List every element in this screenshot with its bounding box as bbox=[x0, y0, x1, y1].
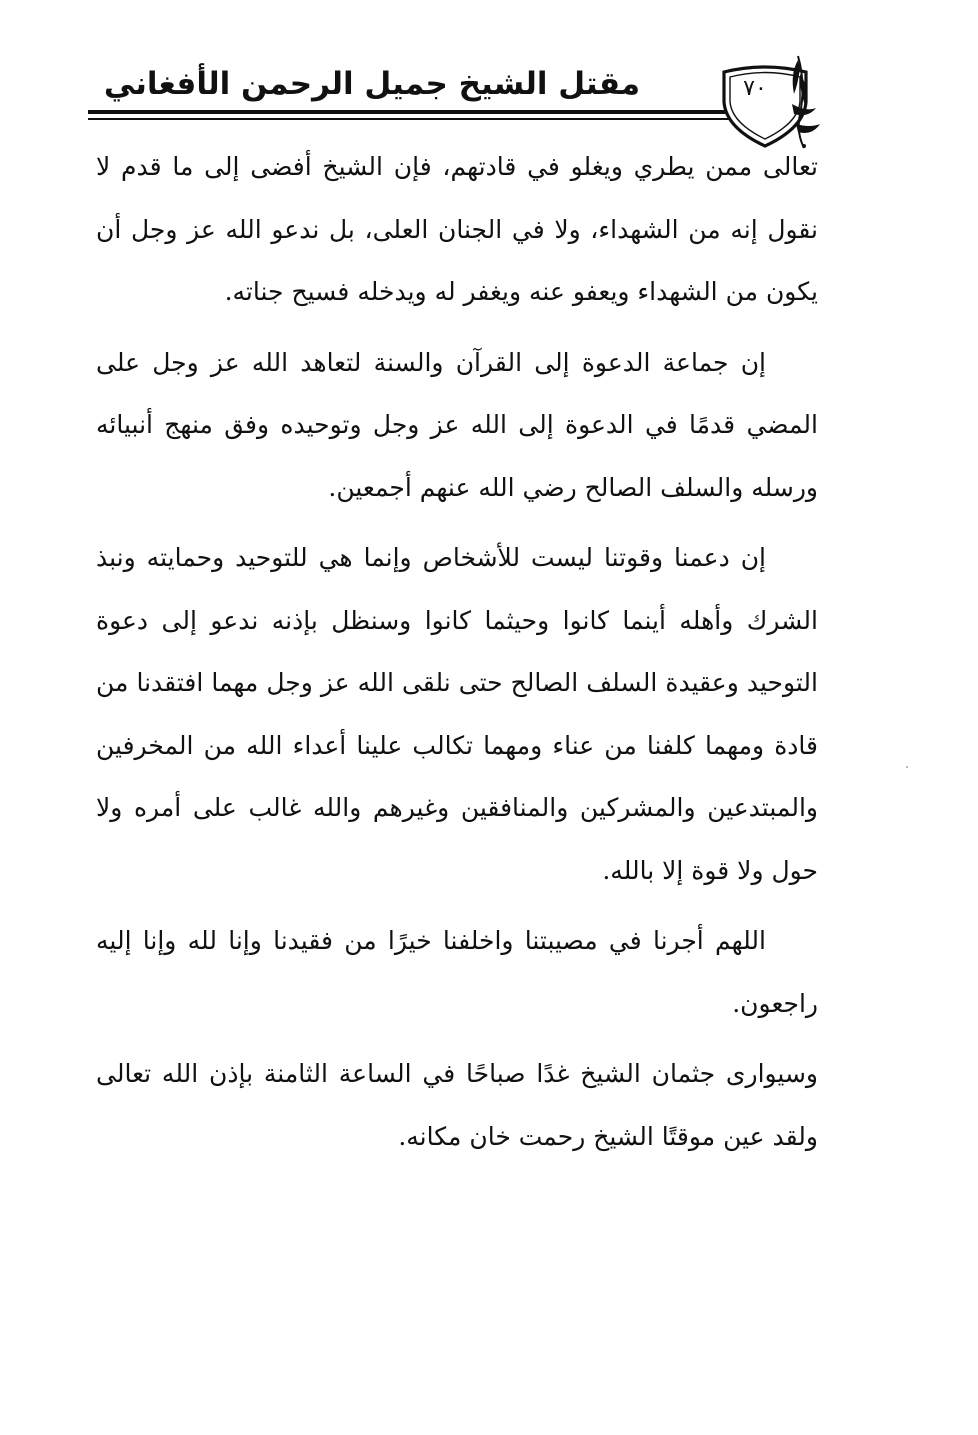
scan-speck bbox=[906, 766, 908, 768]
header-rule-thin bbox=[88, 118, 740, 120]
body-text bbox=[96, 136, 818, 1176]
header-rule-thick bbox=[88, 110, 740, 114]
page-number: ٧٠ bbox=[743, 76, 767, 101]
running-title: مقتل الشيخ جميل الرحمن الأفغاني bbox=[103, 66, 641, 102]
paragraph: اللهم أجرنا في مصيبتنا واخلفنا خيرًا من فقيدنا وإنا لله وإنا إليه راجعون. bbox=[96, 926, 818, 1018]
paragraph: وسيوارى جثمان الشيخ غدًا صباحًا في الساعة الثامنة بإذن الله تعالى ولقد عين موقتًا الشيخ رحمت خان مكانه. bbox=[96, 1059, 818, 1151]
page-header bbox=[88, 58, 818, 148]
paragraph: إن دعمنا وقوتنا ليست للأشخاص وإنما هي للتوحيد وحمايته ونبذ الشرك وأهله أينما كانوا وحيثما كانوا وسنظل بإذنه ندعو إلى دعوة التوحيد وعقيدة السلف الصالح حتى نلقى الله عز وجل مهما افتقدنا من قادة ومهما كلفنا من عناء ومهما تكالب علينا أعداء الله من المخرفين والمبتدعين والمشركين والمنافقين وغيرهم والله غالب على أمره ولا حول ولا قوة إلا بالله. bbox=[96, 543, 818, 885]
paragraph: إن جماعة الدعوة إلى القرآن والسنة لتعاهد الله عز وجل على المضي قدمًا في الدعوة إلى الله عز وجل وتوحيده وفق منهج أنبيائه ورسله والسلف الصالح رضي الله عنهم أجمعين. bbox=[96, 347, 818, 502]
paragraph: تعالى ممن يطري ويغلو في قادتهم، فإن الشيخ أفضى إلى ما قدم لا نقول إنه من الشهداء، ولا في الجنان العلى، بل ندعو الله عز وجل أن يكون من الشهداء ويعفو عنه ويغفر له ويدخله فسيح جناته. bbox=[96, 152, 818, 306]
